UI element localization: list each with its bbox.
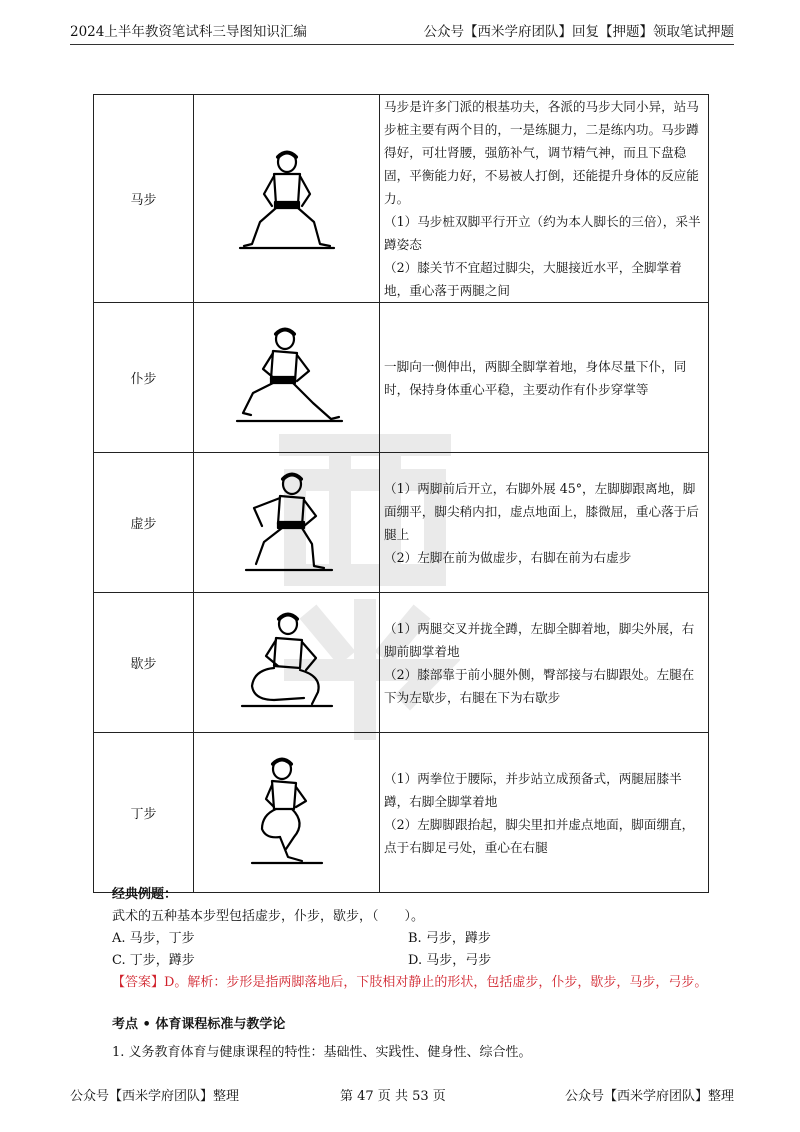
page-footer <box>70 1085 734 1105</box>
stance-description: （2）左脚脚跟抬起，脚尖里扣并虚点地面，脚面绷直，点于右脚足弓处，重心在右腿 <box>384 816 695 855</box>
stance-table <box>93 94 709 893</box>
section-heading: 考点 • 体育课程标准与教学论 <box>112 1017 286 1032</box>
stance-name: 虚步 <box>94 453 194 593</box>
answer-explanation: 【答案】D。解析：步形是指两脚落地后，下肢相对静止的形状，包括虚步，仆步，歇步，马步，弓步。 <box>112 975 708 990</box>
option-b: B. 弓步，蹲步 <box>408 931 491 946</box>
crouch-stance-figure <box>227 323 347 433</box>
page-number: 第 47 页 共 53 页 <box>340 1089 446 1104</box>
stance-row-t <box>94 733 709 893</box>
t-stance-figure <box>232 753 342 873</box>
stance-name: 丁步 <box>94 733 194 893</box>
stance-name: 仆步 <box>94 303 194 453</box>
stance-row-horse <box>94 95 709 303</box>
stance-row-crouch <box>94 303 709 453</box>
resting-stance-figure <box>232 608 342 718</box>
stance-description: （1）两腿交叉并拢全蹲，左脚全脚着地，脚尖外展，右脚前脚掌着地 <box>384 620 695 659</box>
footer-left: 公众号【西米学府团队】整理 <box>70 1089 240 1104</box>
section-curriculum <box>112 1013 532 1060</box>
stance-row-empty <box>94 453 709 593</box>
stance-description: （1）马步桩双脚平行开立（约为本人脚长的三倍），采半蹲姿态 <box>384 214 701 252</box>
stance-description: （1）两拳位于腰际，并步站立成预备式，两腿屈膝半蹲，右脚全脚掌着地 <box>384 770 682 809</box>
stance-description: （1）两脚前后开立，右脚外展 45°，左脚脚跟离地，脚面绷平，脚尖稍内扣，虚点地面上，膝微屈，重心落于后腿上 <box>384 480 699 542</box>
stance-description: 一脚向一侧伸出，两脚全脚掌着地，身体尽量下仆，同时，保持身体重心平稳，主要动作有仆步穿掌等 <box>384 358 687 397</box>
horse-stance-figure <box>232 144 342 254</box>
stance-description: （2）膝关节不宜超过脚尖，大腿接近水平，全脚掌着地，重心落于两腿之间 <box>384 260 682 298</box>
question-text: 武术的五种基本步型包括虚步，仆步，歇步，（ ）。 <box>112 909 425 924</box>
stance-description: （2）膝部靠于前小腿外侧，臀部接与右脚跟处。左腿在下为左歇步，右腿在下为右歇步 <box>384 666 695 705</box>
option-c: C. 丁步，蹲步 <box>112 953 195 968</box>
page-header <box>70 18 734 45</box>
option-d: D. 马步，弓步 <box>408 953 492 968</box>
option-a: A. 马步，丁步 <box>112 931 195 946</box>
footer-right: 公众号【西米学府团队】整理 <box>564 1089 734 1104</box>
section-paragraph: 1. 义务教育体育与健康课程的特性：基础性、实践性、健身性、综合性。 <box>112 1045 532 1060</box>
empty-stance-figure <box>232 468 342 578</box>
example-title: 经典例题： <box>112 887 178 902</box>
header-title: 2024上半年教资笔试科三导图知识汇编 <box>70 24 307 40</box>
header-promo: 公众号【西米学府团队】回复【押题】领取笔试押题 <box>423 24 734 40</box>
stance-description: 马步是许多门派的根基功夫，各派的马步大同小异，站马步桩主要有两个目的，一是练腿力，二是练内功。马步蹲得好，可壮肾腰，强筋补气，调节精气神，而且下盘稳固，平衡能力好，不易被人打倒，还能提升身体的反应能力。 <box>384 99 699 206</box>
stance-name: 马步 <box>94 95 194 303</box>
stance-name: 歇步 <box>94 593 194 733</box>
stance-row-resting <box>94 593 709 733</box>
example-question <box>112 884 707 994</box>
stance-description: （2）左脚在前为做虚步，右脚在前为右虚步 <box>384 549 632 565</box>
